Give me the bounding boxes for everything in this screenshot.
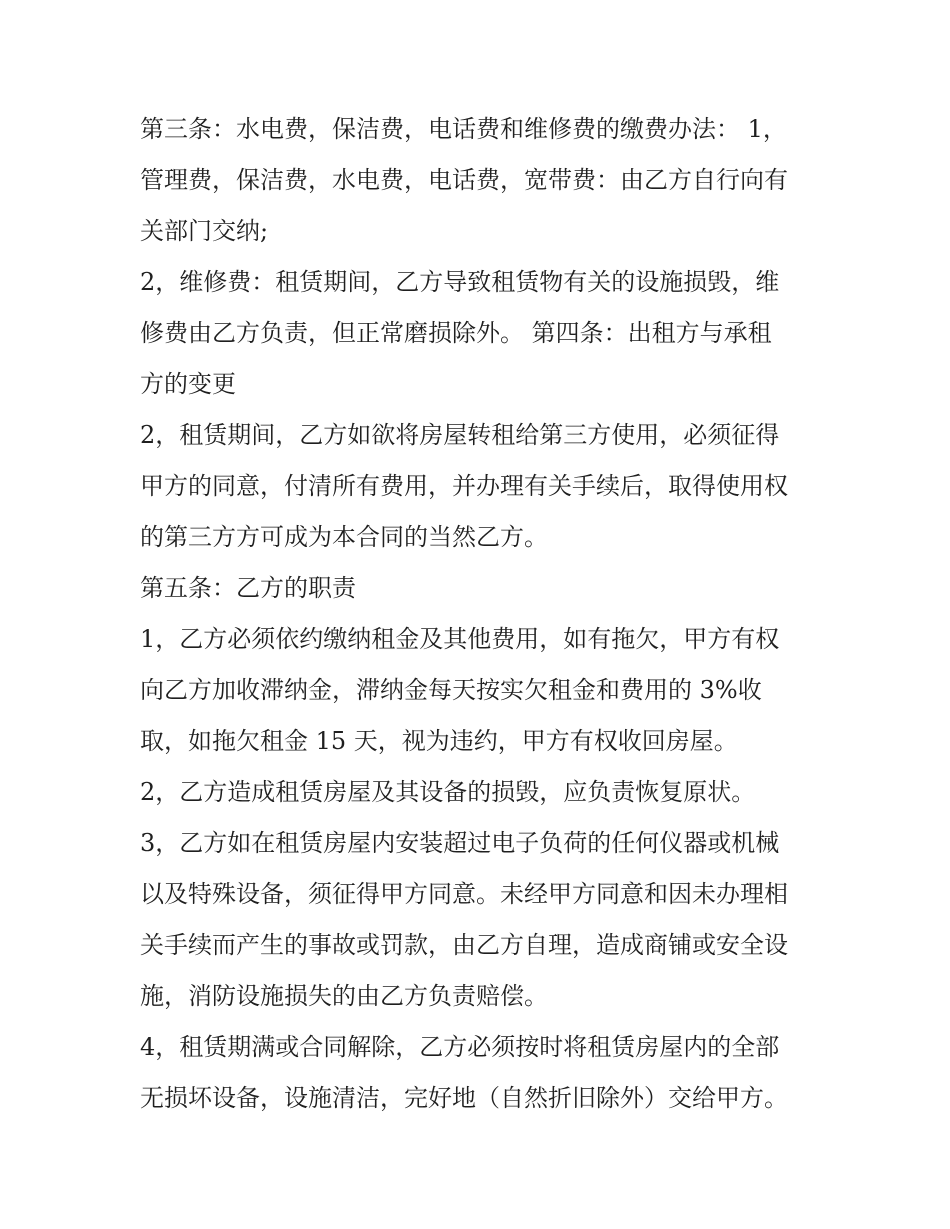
text-line: 2，维修费：租赁期间，乙方导致租赁物有关的设施损毁，维: [140, 268, 780, 296]
text-line: 第五条：乙方的职责: [140, 574, 356, 602]
text-line: 施，消防设施损失的由乙方负责赔偿。: [140, 982, 548, 1010]
text-line: 关手续而产生的事故或罚款，由乙方自理，造成商铺或安全设: [140, 931, 788, 959]
text-line: 方的变更: [140, 370, 236, 398]
text-line: 修费由乙方负责，但正常磨损除外。 第四条：出租方与承租: [140, 319, 772, 347]
text-line: 2，租赁期间，乙方如欲将房屋转租给第三方使用，必须征得: [140, 421, 780, 449]
text-line: 以及特殊设备，须征得甲方同意。未经甲方同意和因未办理相: [140, 880, 788, 908]
text-line: 的第三方方可成为本合同的当然乙方。: [140, 523, 548, 551]
text-line: 甲方的同意，付清所有费用，并办理有关手续后，取得使用权: [140, 472, 788, 500]
text-line: 管理费，保洁费，水电费，电话费，宽带费：由乙方自行向有: [140, 166, 788, 194]
text-line: 1，乙方必须依约缴纳租金及其他费用，如有拖欠，甲方有权: [140, 625, 780, 653]
text-line: 取，如拖欠租金 15 天，视为违约，甲方有权收回房屋。: [140, 727, 738, 755]
document-body: [140, 104, 820, 1124]
text-line: 无损坏设备，设施清洁，完好地（自然折旧除外）交给甲方。: [140, 1084, 788, 1112]
text-line: 3，乙方如在租赁房屋内安装超过电子负荷的任何仪器或机械: [140, 829, 780, 857]
text-line: 向乙方加收滞纳金，滞纳金每天按实欠租金和费用的 3%收: [140, 676, 762, 704]
text-line: 第三条：水电费，保洁费，电话费和维修费的缴费办法： 1，: [140, 115, 787, 143]
text-line: 4，租赁期满或合同解除，乙方必须按时将租赁房屋内的全部: [140, 1033, 780, 1061]
text-line: 关部门交纳;: [140, 217, 269, 245]
text-line: 2，乙方造成租赁房屋及其设备的损毁，应负责恢复原状。: [140, 778, 756, 806]
